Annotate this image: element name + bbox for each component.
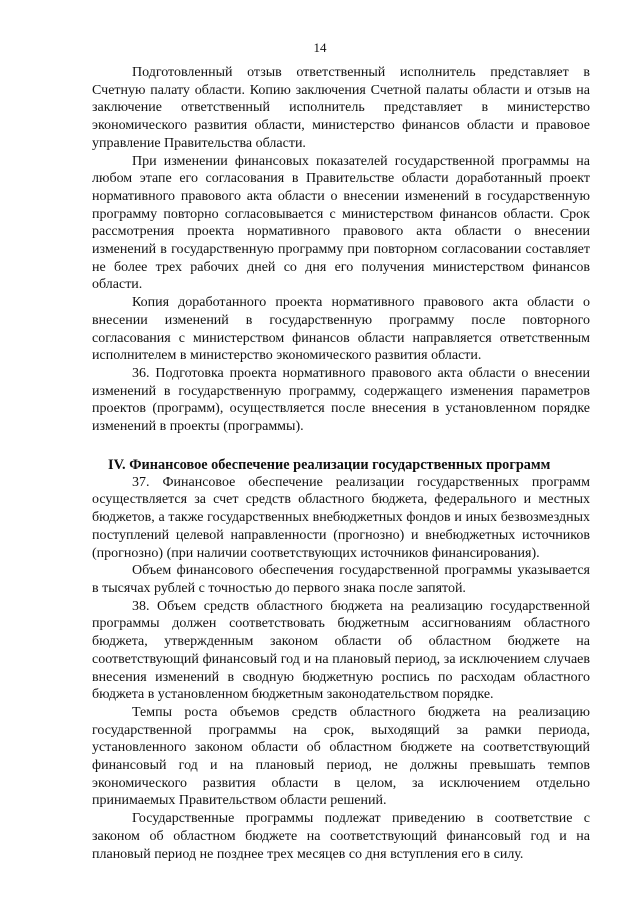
paragraph: Государственные программы подлежат приведению в соответствие с законом об областном бюджете на соответствующий финансовый год и на плановый период не позднее трех месяцев со дня вступления его в силу. [92, 811, 590, 862]
paragraph: При изменении финансовых показателей государственной программы на любом этапе его согласования в Правительстве области доработанный проект нормативного правового акта области о внесении изменений в государственную программу повторно согласовывается с министерством финансов области. Срок рассмотрения проекта нормативного правового акта области о внесении изменений в государственную программу при повторном согласовании составляет не более трех рабочих дней со дня его получения министерством финансов области. [92, 153, 590, 293]
paragraph: 36. Подготовка проекта нормативного правового акта области о внесении изменений в государственную программу, содержащего изменения параметров проектов (программ), осуществляется после внесения в установленном порядке изменений в проекты (программы). [92, 365, 590, 435]
paragraph: Копия доработанного проекта нормативного правового акта области о внесении изменений в государственную программу после повторного согласования с министерством финансов области направляется ответственным исполнителем в министерство экономического развития области. [92, 295, 590, 364]
paragraph: 38. Объем средств областного бюджета на реализацию государственной программы должен соответствовать бюджетным ассигнованиям областного бюджета, утвержденным законом области об областном бюджете на соответствующий финансовый год и на плановый период, за исключением случаев внесения изменений в сводную бюджетную роспись по расходам областного бюджета в установленном бюджетным законодательством порядке. [92, 598, 590, 703]
paragraph: Темпы роста объемов средств областного бюджета на реализацию государственной программы на срок, выходящий за рамки периода, установленного законом области об областном бюджете на соответствующий финансовый год и на плановый период, не должны превышать темпов экономического развития области в целом, за исключением отдельно принимаемых Правительством области решений. [92, 704, 590, 809]
paragraph: Объем финансового обеспечения государственной программы указывается в тысячах рублей с точностью до первого знака после запятой. [92, 563, 590, 596]
document-body [92, 64, 590, 863]
page-number: 14 [313, 40, 327, 55]
section-heading: IV. Финансовое обеспечение реализации государственных программ [108, 456, 551, 473]
paragraph: Подготовленный отзыв ответственный исполнитель представляет в Счетную палату области. Копию заключения Счетной палаты области и отзыв на заключение ответственный исполнитель представляет в министерство экономического развития области, министерство финансов области и правовое управление Правительства области. [92, 65, 590, 151]
paragraph: 37. Финансовое обеспечение реализации государственных программ осуществляется за счет средств областного бюджета, федерального и местных бюджетов, а также государственных внебюджетных фондов и иных безвозмездных поступлений целевой направленности (прогнозно) и внебюджетных источников (прогнозно) (при наличии соответствующих источников финансирования). [92, 474, 590, 561]
